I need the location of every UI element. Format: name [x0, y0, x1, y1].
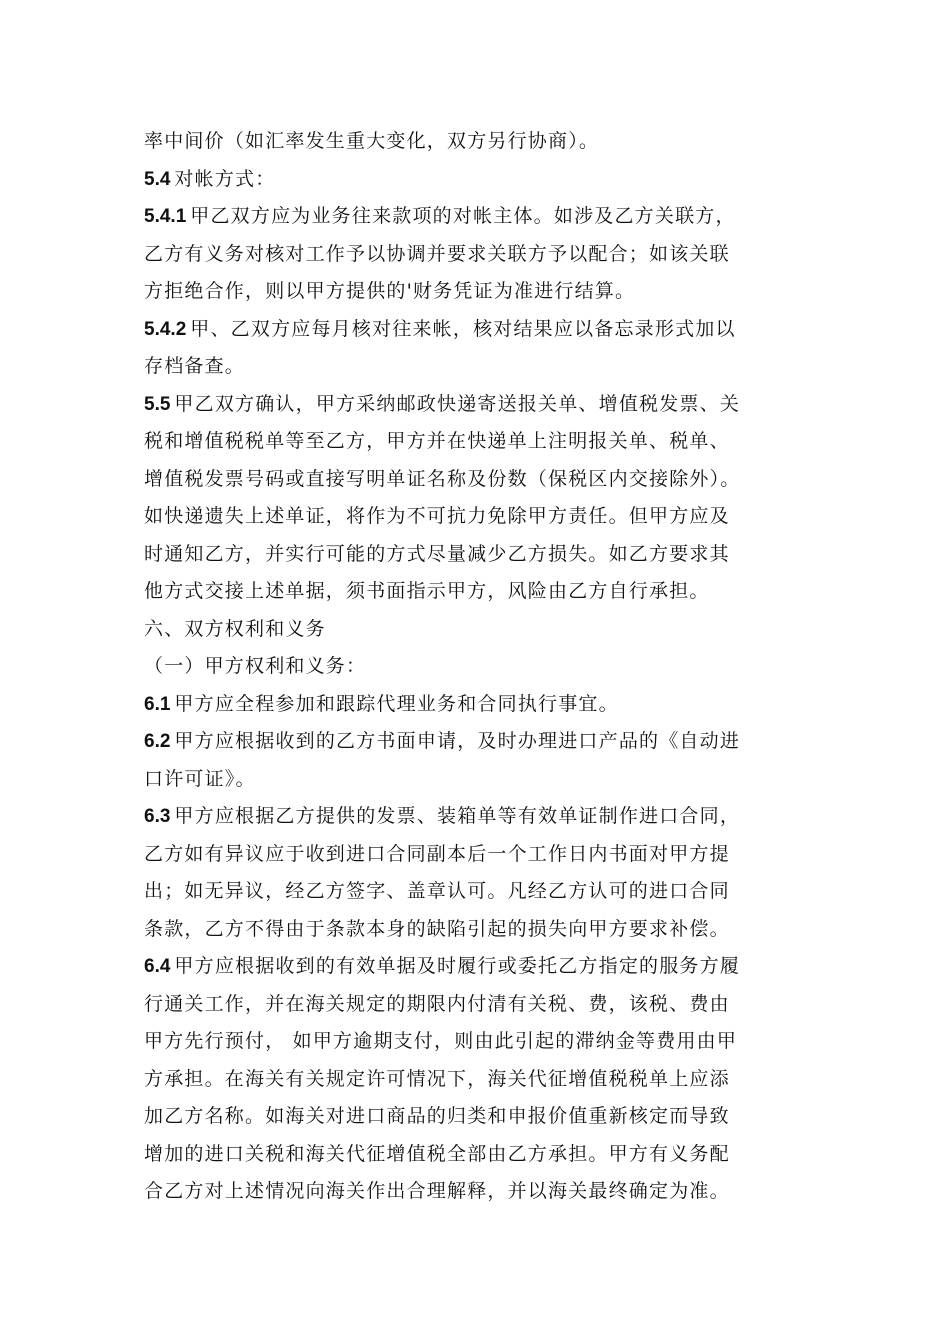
- text-line: 税和增值税税单等至乙方，甲方并在快递单上注明报关单、税单、: [144, 430, 730, 452]
- clause-text: 甲方应根据收到的乙方书面申请，及时办理进口产品的《自动进: [174, 730, 741, 752]
- clause-number: 5.4.1: [144, 206, 187, 227]
- clause-6-2: [144, 723, 816, 798]
- text-line: 乙方如有异议应于收到进口合同副本后一个工作日内书面对甲方提: [144, 842, 730, 865]
- clause-number: 5.4: [144, 168, 171, 190]
- text-line: 合乙方对上述情况向海关作出合理解释，并以海关最终确定为准。: [144, 1180, 730, 1202]
- clause-text: 甲方应根据收到的有效单据及时履行或委托乙方指定的服务方履: [174, 955, 741, 977]
- text-line: 增加的进口关税和海关代征增值税全部由乙方承担。甲方有义务配: [144, 1142, 730, 1165]
- text-line: [144, 161, 816, 199]
- text-line: [144, 798, 816, 836]
- text-line: 乙方有义务对核对工作予以协调并要求关联方予以配合；如该关联: [144, 242, 730, 265]
- text-line: 甲方先行预付， 如甲方逾期支付，则由此引起的滞纳金等费用由甲: [144, 1030, 738, 1052]
- text-line: 方承担。在海关有关规定许可情况下，海关代征增值税税单上应添: [144, 1067, 730, 1090]
- clause-number: 6.1: [144, 693, 171, 715]
- text-line: 他方式交接上述单据，须书面指示甲方，风险由乙方自行承担。: [144, 580, 710, 602]
- clause-number: 6.2: [144, 731, 171, 752]
- paragraph-continuation: [144, 123, 816, 161]
- clause-text: 甲方应根据乙方提供的发票、装箱单等有效单证制作进口合同，: [174, 805, 741, 827]
- clause-5-4-1: [144, 198, 816, 311]
- text-line: [144, 686, 816, 724]
- heading-text: （一）甲方权利和义务：: [144, 655, 367, 677]
- section-heading-6: [144, 611, 816, 649]
- subsection-heading: [144, 648, 816, 686]
- text-line: 时通知乙方，并实行可能的方式尽量减少乙方损失。如乙方要求其: [144, 542, 730, 565]
- text-line: [144, 311, 816, 349]
- text-line: [144, 948, 816, 986]
- clause-number: 6.4: [144, 956, 171, 977]
- clause-5-4: [144, 161, 816, 199]
- clause-5-4-2: [144, 311, 816, 386]
- clause-text: 甲、乙双方应每月核对往来帐，核对结果应以备忘录形式加以: [190, 317, 736, 340]
- clause-number: 5.4.2: [144, 318, 187, 340]
- text-line: 率中间价（如汇率发生重大变化，双方另行协商）。: [144, 130, 600, 152]
- text-line: [144, 723, 816, 761]
- clause-6-1: [144, 686, 816, 724]
- text-line: [144, 198, 816, 236]
- clause-6-3: [144, 798, 816, 948]
- text-line: 加乙方名称。如海关对进口商品的归类和申报价值重新核定而导致: [144, 1105, 730, 1127]
- text-line: 方拒绝合作，则以甲方提供的'财务凭证为准进行结算。: [144, 280, 636, 302]
- clause-text: 甲乙双方应为业务往来款项的对帐主体。如涉及乙方关联方，: [190, 205, 736, 227]
- text-line: 如快递遗失上述单证，将作为不可抗力免除甲方责任。但甲方应及: [144, 505, 730, 527]
- document-page: [144, 123, 816, 1211]
- text-line: 存档备查。: [144, 355, 246, 377]
- text-line: 行通关工作，并在海关规定的期限内付清有关税、费，该税、费由: [144, 992, 730, 1015]
- clause-5-5: [144, 386, 816, 611]
- text-line: 增值税发票号码或直接写明单证名称及份数（保税区内交接除外）。: [144, 467, 741, 490]
- clause-text: 对帐方式：: [174, 167, 276, 190]
- text-line: [144, 386, 816, 424]
- clause-text: 甲方应全程参加和跟踪代理业务和合同执行事宜。: [174, 692, 619, 715]
- clause-number: 5.5: [144, 393, 171, 415]
- clause-6-4: [144, 948, 816, 1211]
- heading-text: 六、双方权利和义务: [144, 617, 326, 640]
- clause-number: 6.3: [144, 806, 171, 827]
- text-line: 出；如无异议，经乙方签字、盖章认可。凡经乙方认可的进口合同: [144, 880, 730, 902]
- text-line: 口许可证》。: [144, 767, 256, 790]
- text-line: 条款，乙方不得由于条款本身的缺陷引起的损失向甲方要求补偿。: [144, 917, 730, 940]
- clause-text: 甲乙双方确认，甲方采纳邮政快递寄送报关单、增值税发票、关: [174, 392, 741, 415]
